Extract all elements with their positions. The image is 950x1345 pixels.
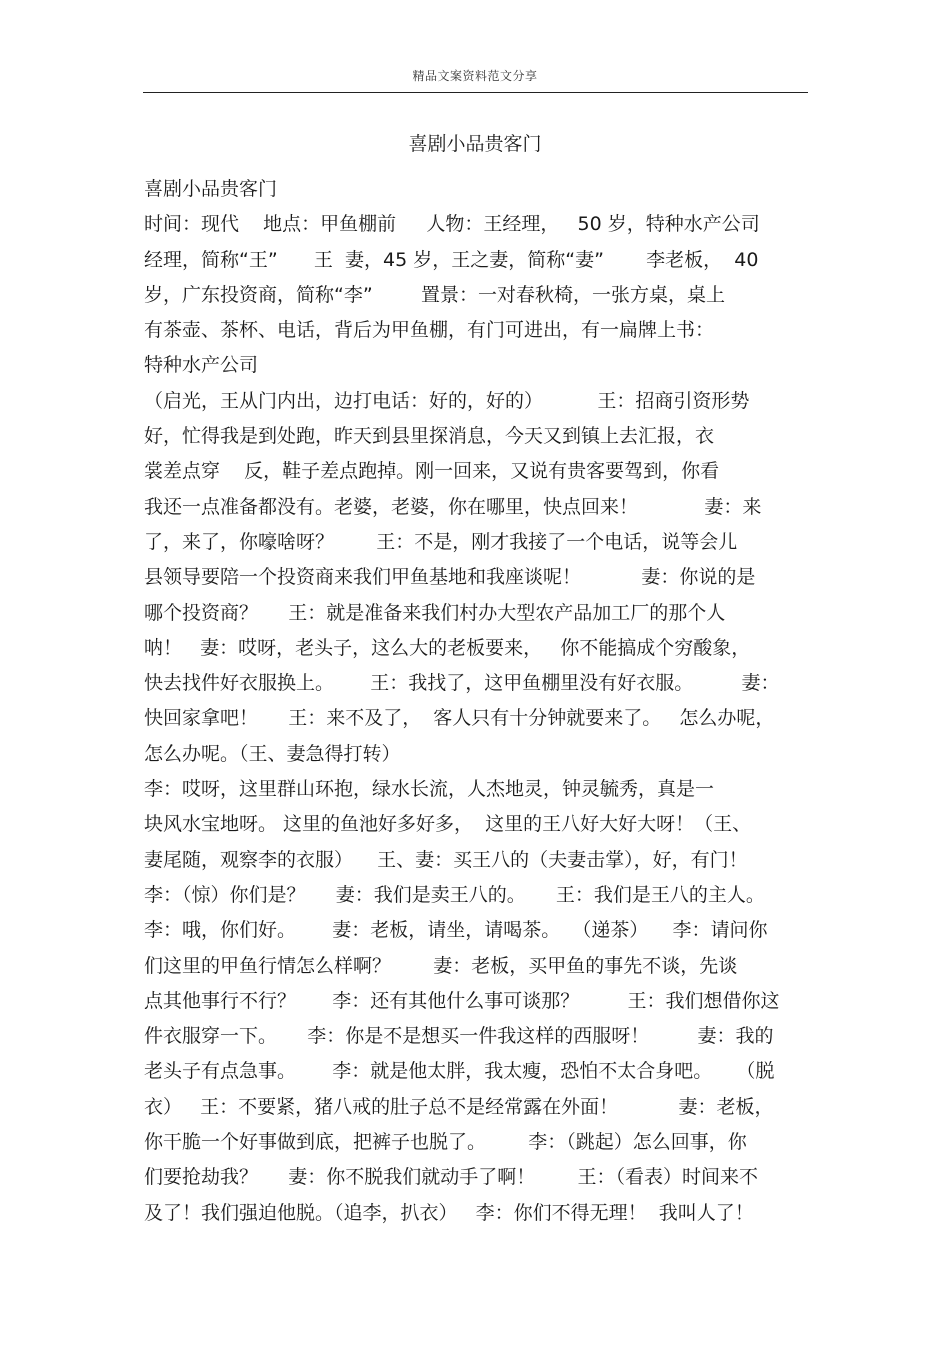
body-line: 件衣服穿一下。 李：你是不是想买一件我这样的西服呀！ 妻：我的: [144, 1025, 774, 1048]
document-body: [144, 172, 809, 1231]
body-line: 们这里的甲鱼行情怎么样啊？ 妻：老板，买甲鱼的事先不谈，先谈: [144, 954, 738, 977]
body-line: 有茶壶、茶杯、电话，背后为甲鱼棚，有门可进出，有一扁牌上书：: [144, 319, 715, 342]
body-line: 裳差点穿 反，鞋子差点跑掉。刚一回来，又说有贵客要驾到，你看: [144, 460, 720, 483]
body-line: 时间：现代 地点：甲鱼棚前 人物：王经理， 50 岁，特种水产公司: [144, 213, 760, 236]
body-line: 块风水宝地呀。 这里的鱼池好多好多， 这里的王八好大好大呀！（王、: [144, 813, 752, 836]
body-line: 县领导要陪一个投资商来我们甲鱼基地和我座谈呢！ 妻：你说的是: [144, 566, 756, 589]
body-line: 你干脆一个好事做到底，把裤子也脱了。 李：（跳起）怎么回事，你: [144, 1131, 747, 1154]
body-line: 呐！ 妻：哎呀，老头子，这么大的老板要来， 你不能搞成个穷酸象，: [144, 636, 751, 659]
body-line: 快回家拿吧！ 王：来不及了， 客人只有十分钟就要来了。 怎么办呢，: [144, 707, 775, 730]
body-line: 岁，广东投资商，简称“李” 置景：一对春秋椅，一张方桌，桌上: [144, 283, 726, 306]
page-header: 精品文案资料范文分享: [412, 69, 538, 83]
body-line: 及了！我们强迫他脱。（追李，扒衣） 李：你们不得无理！ 我叫人了！: [144, 1201, 754, 1224]
body-line: 喜剧小品贵客门: [144, 178, 278, 200]
document-title: 喜剧小品贵客门: [408, 133, 542, 155]
body-line: 快去找件好衣服换上。 王：我找了，这甲鱼棚里没有好衣服。 妻：: [144, 672, 780, 695]
body-line: 们要抢劫我？ 妻：你不脱我们就动手了啊！ 王：（看表）时间来不: [144, 1166, 758, 1189]
body-line: （启光，王从门内出，边打电话：好的，好的） 王：招商引资形势: [144, 389, 750, 412]
body-line: 特种水产公司: [144, 354, 259, 377]
body-line: 点其他事行不行？ 李：还有其他什么事可谈那？ 王：我们想借你这: [144, 989, 780, 1012]
body-line: 好，忙得我是到处跑，昨天到县里探消息，今天又到镇上去汇报，衣: [144, 425, 715, 448]
body-line: 李：哎呀，这里群山环抱，绿水长流，人杰地灵，钟灵毓秀，真是一: [144, 778, 715, 801]
body-line: 妻尾随，观察李的衣服） 王、妻：买王八的（夫妻击掌），好，有门！: [144, 848, 748, 871]
body-line: 哪个投资商？ 王：就是准备来我们村办大型农产品加工厂的那个人: [144, 601, 726, 624]
body-line: 了，来了，你嚎啥呀？ 王：不是，刚才我接了一个电话，说等会儿: [144, 530, 738, 553]
body-line: 李：（惊）你们是？ 妻：我们是卖王八的。 王：我们是王八的主人。: [144, 883, 765, 906]
body-line: 怎么办呢。（王、妻急得打转）: [144, 742, 401, 765]
body-line: 经理，简称“王” 王 妻，45 岁，王之妻，简称“妻” 李老板， 40: [144, 248, 759, 271]
body-line: 衣） 王：不要紧，猪八戒的肚子总不是经常露在外面！ 妻：老板，: [144, 1095, 774, 1118]
body-line: 老头子有点急事。 李：就是他太胖，我太瘦，恐怕不太合身吧。 （脱: [144, 1060, 775, 1083]
body-line: 我还一点准备都没有。老婆，老婆，你在哪里，快点回来！ 妻：来: [144, 495, 762, 518]
header-divider: [143, 92, 808, 93]
body-line: 李：哦，你们好。 妻：老板，请坐，请喝茶。 （递茶） 李：请问你: [144, 919, 768, 942]
